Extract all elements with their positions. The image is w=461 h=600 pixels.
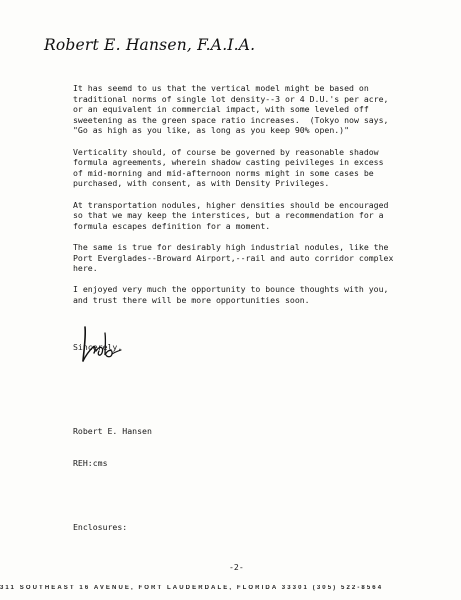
paragraph-transportation-nodules: At transportation nodules, higher densities should be encouraged so that we may keep the interstices, but a recommendation for a formula escapes definition for a moment. (73, 199, 389, 231)
letterhead-name: Robert E. Hansen, F.A.I.A. (44, 36, 256, 54)
typist-initials: REH:cms (73, 457, 108, 468)
footer-address: 311 SOUTHEAST 16 AVENUE, FORT LAUDERDALE, FLORIDA 33301 (305) 522-8564 (0, 585, 384, 591)
signer-name: Robert E. Hansen (73, 426, 152, 437)
paragraph-industrial-nodules: The same is true for desirably high industrial nodules, like the Port Everglades--Broward Airport,--rail and auto corridor complex here. (73, 241, 394, 274)
paragraph-closing-thoughts: I enjoyed very much the opportunity to bounce thoughts with you, and trust there will be more opportunities soon. (73, 284, 389, 305)
handwritten-signature (78, 323, 124, 365)
paragraph-vertical-model: It has seemd to us that the vertical model might be based on traditional norms of single lot density--3 or 4 D.U.'s per acre, or an equivalent in commercial impact, with some leveled off sweetening as the green space ratio increases. (Tokyo now says, "Go as high as you like, as long as you keep 90% open.)" (73, 83, 389, 136)
enclosures-line: Enclosures: (73, 521, 128, 532)
salutation: Sincerely, (73, 342, 123, 353)
page-number: -2- (229, 562, 244, 572)
letter-body (73, 83, 453, 316)
paragraph-verticality: Verticality should, of course be governed by reasonable shadow formula agreements, wherein shadow casting peivileges in excess of mid-morning and mid-afternoon norms might in some cases be purchased, with consent, as with Density Privileges. (73, 146, 384, 189)
